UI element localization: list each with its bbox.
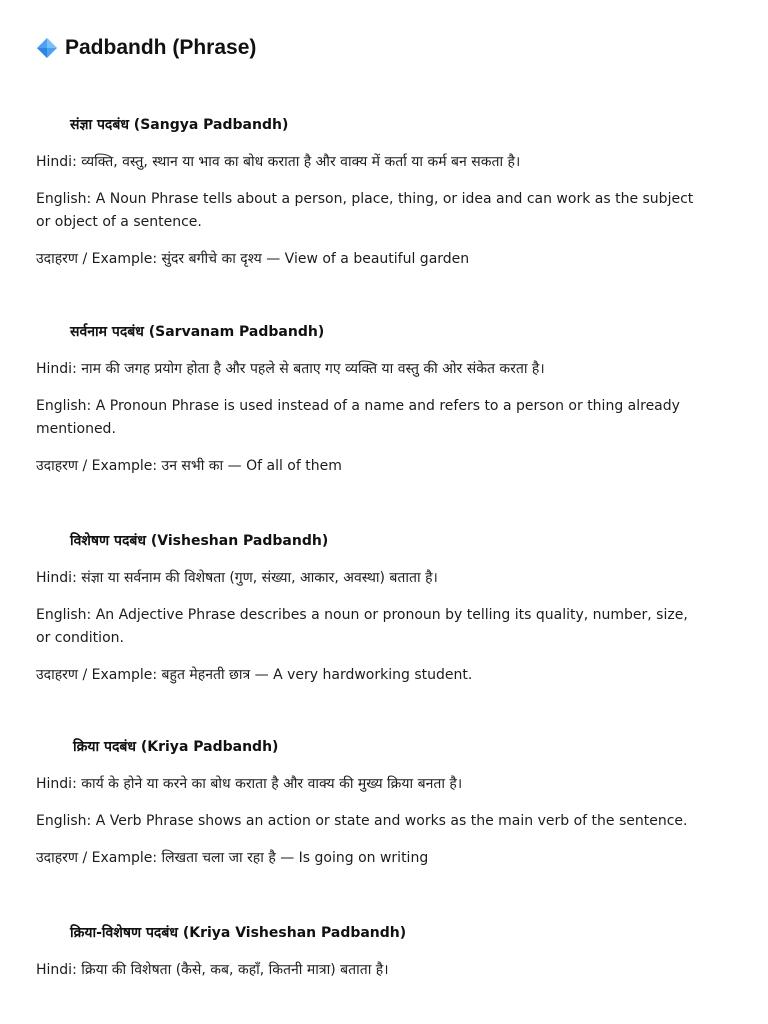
- blue-diamond-icon: [36, 37, 58, 59]
- section-kriya: [36, 737, 736, 870]
- english-description: English: A Verb Phrase shows an action or state and works as the main verb of the sentence.: [36, 813, 688, 829]
- english-description-line: or condition.: [36, 630, 124, 646]
- hindi-description: Hindi: नाम की जगह प्रयोग होता है और पहले से बताए गए व्यक्ति या वस्तु की ओर संकेत करता है।: [36, 361, 545, 377]
- section-heading: सर्वनाम पदबंध (Sarvanam Padbandh): [70, 324, 325, 340]
- english-description: [36, 188, 736, 234]
- section-visheshan: [36, 531, 736, 687]
- english-description-line: English: A Pronoun Phrase is used instead of a name and refers to a person or thing already: [36, 398, 680, 414]
- hindi-description: Hindi: कार्य के होने या करने का बोध कराता है और वाक्य की मुख्य क्रिया बनता है।: [36, 776, 463, 792]
- english-description: [36, 604, 736, 650]
- english-description-line: English: An Adjective Phrase describes a noun or pronoun by telling its quality, number, size,: [36, 607, 688, 623]
- section-heading: संज्ञा पदबंध (Sangya Padbandh): [70, 117, 289, 133]
- english-description-line: or object of a sentence.: [36, 214, 202, 230]
- section-sarvanam: [36, 322, 736, 478]
- page-title: [36, 33, 256, 63]
- english-description-line: mentioned.: [36, 421, 116, 437]
- section-kriya-visheshan: [36, 923, 736, 982]
- section-heading: विशेषण पदबंध (Visheshan Padbandh): [70, 533, 329, 549]
- section-heading: क्रिया-विशेषण पदबंध (Kriya Visheshan Padbandh): [70, 925, 407, 941]
- hindi-description: Hindi: क्रिया की विशेषता (कैसे, कब, कहाँ, कितनी मात्रा) बताता है।: [36, 962, 389, 978]
- example-text: उदाहरण / Example: उन सभी का — Of all of them: [36, 458, 342, 474]
- example-text: उदाहरण / Example: लिखता चला जा रहा है — Is going on writing: [36, 850, 429, 866]
- example-text: उदाहरण / Example: बहुत मेहनती छात्र — A very hardworking student.: [36, 667, 473, 683]
- section-heading: क्रिया पदबंध (Kriya Padbandh): [73, 739, 279, 755]
- section-sangya: [36, 115, 736, 271]
- english-description-line: English: A Noun Phrase tells about a person, place, thing, or idea and can work as the subject: [36, 191, 694, 207]
- hindi-description: Hindi: व्यक्ति, वस्तु, स्थान या भाव का बोध कराता है और वाक्य में कर्ता या कर्म बन सकता है।: [36, 154, 521, 170]
- english-description: [36, 395, 736, 441]
- page-title-text: Padbandh (Phrase): [65, 36, 257, 59]
- hindi-description: Hindi: संज्ञा या सर्वनाम की विशेषता (गुण, संख्या, आकार, अवस्था) बताता है।: [36, 570, 438, 586]
- example-text: उदाहरण / Example: सुंदर बगीचे का दृश्य — View of a beautiful garden: [36, 251, 470, 267]
